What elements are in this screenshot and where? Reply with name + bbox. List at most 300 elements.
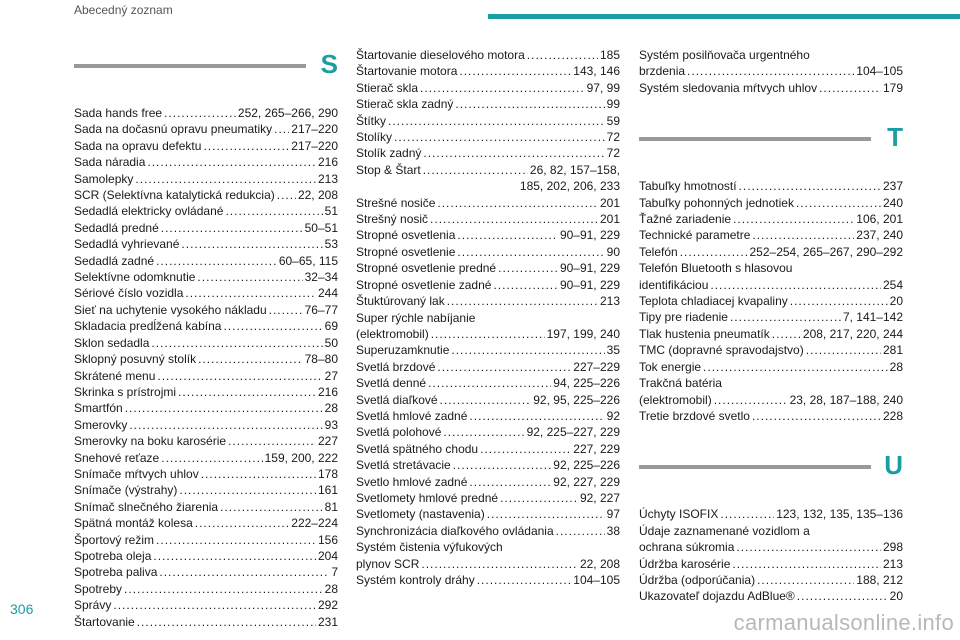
leader-dots — [498, 260, 558, 276]
entry-term: Stropné osvetlenie predné — [356, 261, 497, 276]
entry-term: Údržba karosérie — [639, 556, 731, 571]
entry-row — [74, 450, 338, 466]
entry-row — [74, 220, 338, 236]
entry-row — [356, 342, 620, 358]
leader-dots — [223, 318, 322, 334]
index-entry — [639, 523, 903, 556]
entry-row — [74, 597, 338, 613]
leader-dots — [453, 457, 552, 473]
index-entry — [74, 548, 338, 564]
index-entry — [356, 293, 620, 309]
index-entry — [356, 211, 620, 227]
entry-row — [74, 285, 338, 301]
entry-row — [356, 129, 620, 145]
index-entry — [356, 227, 620, 243]
index-entry — [74, 253, 338, 269]
entry-pages: 50–51 — [304, 220, 338, 235]
entry-pages: 281 — [882, 343, 903, 358]
entry-row — [74, 417, 338, 433]
leader-dots — [680, 244, 748, 260]
entry-pages: 53 — [324, 237, 338, 252]
index-entry — [74, 564, 338, 580]
entry-row — [356, 63, 620, 79]
entry-term: Skrinka s prístrojmi — [74, 384, 177, 399]
entry-pages: 92, 95, 225–226 — [533, 392, 620, 407]
entry-row — [74, 121, 338, 137]
entry-pages: 38 — [606, 523, 620, 538]
entry-pages: 185 — [599, 48, 620, 62]
header-accent-bar — [488, 14, 960, 19]
entry-term: SCR (Selektívna katalytická redukcia) — [74, 188, 275, 203]
entry-pages: 106, 201 — [856, 212, 903, 227]
leader-dots — [161, 450, 262, 466]
entry-row — [74, 515, 338, 531]
index-entry — [74, 515, 338, 531]
entry-row — [74, 548, 338, 564]
entry-row — [356, 375, 620, 391]
entry-term-line: Telefón Bluetooth s hlasovou — [639, 261, 793, 276]
leader-dots — [147, 154, 316, 170]
entry-term: Sada hands free — [74, 106, 163, 120]
entry-pages: 143, 146 — [573, 64, 620, 79]
entry-row — [356, 572, 620, 588]
index-entry — [74, 269, 338, 285]
leader-dots — [164, 105, 236, 121]
index-column-3 — [639, 47, 903, 605]
entry-pages: 231 — [317, 614, 338, 629]
leader-dots — [451, 342, 604, 358]
entry-row — [356, 457, 620, 473]
entry-term: Snehové reťaze — [74, 450, 160, 465]
leader-dots — [457, 244, 604, 260]
entry-row — [356, 113, 620, 129]
entry-term: Svetlá polohové — [356, 425, 442, 440]
leader-dots — [819, 80, 881, 96]
entry-term: Správy — [74, 598, 112, 613]
section-rule — [74, 64, 306, 68]
leader-dots — [269, 302, 303, 318]
index-entry — [356, 408, 620, 424]
entry-term: Stierač skla — [356, 80, 419, 95]
entry-pages: 20 — [889, 589, 903, 604]
entry-term: Štítky — [356, 113, 387, 128]
entry-pages: 90–91, 229 — [559, 261, 620, 276]
index-entry — [74, 171, 338, 187]
leader-dots — [527, 47, 598, 63]
entry-pages: 51 — [324, 204, 338, 219]
entry-pages: 26, 82, 157–158, — [529, 162, 620, 177]
entry-term: Tabuľky hmotností — [639, 179, 737, 194]
leader-dots — [423, 145, 604, 161]
index-entry — [356, 96, 620, 112]
entry-term: identifikáciou — [639, 277, 709, 292]
entry-pages: 59 — [606, 113, 620, 128]
leader-dots — [772, 326, 801, 342]
entry-pages: 28 — [889, 359, 903, 374]
entry-term: Sedadlá predné — [74, 220, 159, 235]
leader-dots — [431, 326, 545, 342]
entry-row — [74, 384, 338, 400]
entry-row — [74, 154, 338, 170]
entry-row — [356, 211, 620, 227]
index-column-1 — [74, 45, 338, 630]
index-entry — [356, 113, 620, 129]
leader-dots — [443, 424, 524, 440]
index-entry — [639, 342, 903, 358]
index-column-2 — [356, 47, 620, 588]
index-entry — [74, 187, 338, 203]
entry-row — [356, 162, 620, 178]
entry-term: Ťažné zariadenie — [639, 212, 732, 227]
index-entry — [74, 400, 338, 416]
entry-term-line: Super rýchle nabíjanie — [356, 310, 476, 325]
leader-dots — [156, 532, 316, 548]
entry-row — [74, 318, 338, 334]
entry-row — [639, 63, 903, 79]
leader-dots — [201, 466, 316, 482]
entry-pages: 227 — [317, 434, 338, 449]
index-entry — [74, 581, 338, 597]
entry-pages: 240 — [882, 195, 903, 210]
index-entry — [74, 154, 338, 170]
entry-row — [356, 227, 620, 243]
leader-dots — [733, 211, 854, 227]
index-entry — [639, 375, 903, 408]
index-entry — [74, 482, 338, 498]
index-entry — [639, 80, 903, 96]
entry-row — [74, 269, 338, 285]
entry-term: Svetlo hmlové zadné — [356, 474, 468, 489]
entry-term: Teplota chladiacej kvapaliny — [639, 294, 788, 309]
leader-dots — [703, 359, 888, 375]
entry-term: Štuktúrovaný lak — [356, 294, 445, 309]
leader-dots — [151, 335, 322, 351]
index-entry — [74, 285, 338, 301]
entry-row — [74, 532, 338, 548]
entry-pages: 92 — [606, 408, 620, 423]
entry-term: Sada náradia — [74, 155, 146, 170]
leader-dots — [113, 597, 316, 613]
index-entry — [74, 433, 338, 449]
index-entry — [639, 506, 903, 522]
entry-pages: 93 — [324, 417, 338, 432]
entry-row — [639, 244, 903, 260]
entry-term: Stropné osvetlenie — [356, 244, 456, 259]
entry-term: Úchyty ISOFIX — [639, 507, 719, 522]
entry-row — [639, 178, 903, 194]
entry-row — [639, 572, 903, 588]
leader-dots — [437, 359, 571, 375]
index-entry — [74, 302, 338, 318]
entry-term: Spotreba paliva — [74, 565, 158, 580]
leader-dots — [421, 556, 578, 572]
leader-dots — [556, 523, 605, 539]
entry-pages: 78–80 — [304, 352, 338, 367]
entry-pages-continued: 185, 202, 206, 233 — [519, 179, 620, 194]
index-entry — [639, 556, 903, 572]
leader-dots — [687, 63, 854, 79]
section-letter: U — [884, 450, 903, 481]
entry-term-line: Údaje zaznamenané vozidlom a — [639, 523, 810, 538]
entry-row — [356, 80, 620, 96]
entry-term: Superuzamknutie — [356, 343, 450, 358]
index-entry — [356, 490, 620, 506]
entry-term: Smerovky na boku karosérie — [74, 434, 227, 449]
entry-term-line: Systém čistenia výfukových — [356, 540, 503, 555]
entry-pages: 161 — [317, 483, 338, 498]
index-entry — [356, 392, 620, 408]
entry-pages: 94, 225–226 — [553, 376, 620, 391]
leader-dots — [710, 277, 881, 293]
entry-row — [356, 424, 620, 440]
entry-pages: 201 — [599, 212, 620, 227]
entry-term: Sedadlá vyhrievané — [74, 237, 180, 252]
leader-dots — [720, 506, 774, 522]
entry-pages: 7 — [331, 565, 338, 580]
leader-dots — [487, 506, 605, 522]
index-entry — [356, 424, 620, 440]
leader-dots — [124, 581, 323, 597]
index-section — [639, 446, 903, 604]
entry-pages: 237 — [882, 179, 903, 194]
entry-row — [356, 195, 620, 211]
leader-dots — [459, 63, 571, 79]
entry-term: Sedadlá zadné — [74, 253, 155, 268]
entry-term: Sieť na uchytenie vysokého nákladu — [74, 302, 267, 317]
entry-row — [356, 506, 620, 522]
leader-dots — [274, 121, 289, 137]
index-entry — [74, 335, 338, 351]
index-entry — [356, 129, 620, 145]
leader-dots — [732, 556, 881, 572]
entry-pages: 201 — [599, 195, 620, 210]
index-entry — [639, 195, 903, 211]
index-section — [639, 47, 903, 96]
entry-term: Svetlomety (nastavenia) — [356, 507, 485, 522]
entry-pages: 23, 28, 187–188, 240 — [789, 392, 903, 407]
entry-pages: 28 — [324, 401, 338, 416]
leader-dots — [161, 220, 303, 236]
index-entry — [356, 80, 620, 96]
entry-pages: 208, 217, 220, 244 — [802, 326, 903, 341]
entry-pages: 27 — [324, 368, 338, 383]
index-entry — [74, 203, 338, 219]
leader-dots — [752, 227, 854, 243]
entry-pages: 188, 212 — [856, 572, 903, 587]
entry-pages: 254 — [882, 277, 903, 292]
entry-pages: 123, 132, 135, 135–136 — [776, 507, 903, 522]
entry-term: Samolepky — [74, 171, 134, 186]
leader-dots — [153, 548, 316, 564]
index-entry — [356, 474, 620, 490]
index-entry — [356, 523, 620, 539]
entry-row — [356, 441, 620, 457]
entry-term-line: Systém posilňovača urgentného — [639, 48, 810, 62]
index-entry — [74, 417, 338, 433]
index-entry — [356, 572, 620, 588]
leader-dots — [277, 187, 296, 203]
entry-pages: 197, 199, 240 — [546, 326, 620, 341]
entry-pages: 28 — [324, 581, 338, 596]
entry-pages: 217–220 — [291, 122, 338, 137]
entry-term: Telefón — [639, 244, 678, 259]
entry-term: Stierač skla zadný — [356, 97, 454, 112]
leader-dots — [129, 417, 322, 433]
entry-term: ochrana súkromia — [639, 540, 735, 555]
index-entry — [74, 368, 338, 384]
leader-dots — [137, 614, 316, 630]
entry-pages: 76–77 — [304, 302, 338, 317]
index-entry — [639, 178, 903, 194]
entry-row — [74, 203, 338, 219]
entry-term: Svetlá stretávacie — [356, 458, 451, 473]
entry-term: Strešné nosiče — [356, 195, 436, 210]
entry-pages: 237, 240 — [856, 228, 903, 243]
entry-term: plynov SCR — [356, 556, 420, 571]
leader-dots — [181, 236, 322, 252]
entry-row — [356, 392, 620, 408]
section-letter: S — [320, 49, 338, 79]
entry-pages: 104–105 — [856, 64, 903, 79]
entry-row — [74, 335, 338, 351]
entry-term: Tabuľky pohonných jednotiek — [639, 195, 794, 210]
leader-dots — [736, 539, 881, 555]
section-rule — [639, 137, 871, 141]
entry-pages: 227, 229 — [573, 441, 620, 456]
entry-pages: 92, 225–227, 229 — [526, 425, 620, 440]
entry-pages: 60–65, 115 — [278, 253, 338, 268]
entry-term: Tok energie — [639, 359, 702, 374]
entry-term: Tretie brzdové svetlo — [639, 408, 750, 423]
index-entry — [74, 220, 338, 236]
entry-row — [74, 499, 338, 515]
index-section — [74, 45, 338, 630]
entry-term: Skladacia predĺžená kabína — [74, 319, 222, 334]
entry-row — [639, 293, 903, 309]
entry-term: Smerovky — [74, 417, 128, 432]
leader-dots — [179, 482, 316, 498]
leader-dots — [394, 129, 605, 145]
entry-pages: 92, 227 — [579, 490, 620, 505]
leader-dots — [469, 408, 604, 424]
entry-row — [356, 260, 620, 276]
index-entry — [356, 260, 620, 276]
leader-dots — [797, 588, 888, 604]
entry-row — [356, 244, 620, 260]
index-entry — [356, 375, 620, 391]
entry-pages: 292 — [317, 598, 338, 613]
index-entry — [356, 47, 620, 63]
entry-row — [639, 556, 903, 572]
leader-dots — [796, 195, 881, 211]
entry-pages: 104–105 — [573, 573, 620, 587]
entry-row — [639, 588, 903, 604]
entry-row — [74, 368, 338, 384]
entry-row — [356, 523, 620, 539]
section-header — [639, 446, 903, 506]
entry-pages: 244 — [317, 286, 338, 301]
entry-term: Svetlá brzdové — [356, 359, 436, 374]
entry-pages: 81 — [324, 499, 338, 514]
index-entry — [74, 532, 338, 548]
entry-row — [74, 253, 338, 269]
entry-term: (elektromobil) — [356, 326, 429, 341]
index-entry — [74, 450, 338, 466]
leader-dots — [430, 211, 598, 227]
entry-pages: 298 — [882, 540, 903, 555]
entry-row — [356, 474, 620, 490]
entry-term: Skrátené menu — [74, 368, 156, 383]
entry-row — [639, 277, 903, 293]
entry-row — [639, 80, 903, 96]
entry-term: Technické parametre — [639, 228, 751, 243]
entry-pages: 213 — [882, 556, 903, 571]
leader-dots — [185, 285, 316, 301]
entry-term: Sada na dočasnú opravu pneumatiky — [74, 122, 273, 137]
entry-row — [74, 351, 338, 367]
entry-pages: 90–91, 229 — [559, 228, 620, 243]
entry-pages: 252–254, 265–267, 290–292 — [749, 244, 903, 259]
index-entry — [639, 227, 903, 243]
entry-pages: 72 — [606, 130, 620, 145]
entry-term: Svetlá denné — [356, 376, 427, 391]
entry-row — [639, 227, 903, 243]
leader-dots — [500, 490, 578, 506]
entry-pages: 228 — [882, 408, 903, 423]
leader-dots — [469, 474, 551, 490]
entry-term: Svetlá hmlové zadné — [356, 408, 468, 423]
entry-term: Snímače (výstrahy) — [74, 483, 178, 498]
entry-row — [356, 408, 620, 424]
index-entry — [74, 318, 338, 334]
index-entry — [74, 236, 338, 252]
entry-term: Štartovanie dieselového motora — [356, 48, 525, 62]
entry-row — [356, 326, 620, 342]
entry-term: Štartovanie — [74, 614, 135, 629]
entry-pages: 32–34 — [304, 270, 338, 285]
entry-row — [639, 506, 903, 522]
entry-term: Sériové číslo vozidla — [74, 286, 184, 301]
entry-term: Tlak hustenia pneumatík — [639, 326, 770, 341]
entry-term: brzdenia — [639, 64, 686, 79]
index-entry — [74, 466, 338, 482]
leader-dots — [198, 351, 303, 367]
entry-pages: 222–224 — [291, 516, 338, 531]
entry-term: Sedadlá elektricky ovládané — [74, 204, 224, 219]
index-entry — [639, 359, 903, 375]
entry-pages: 156 — [317, 532, 338, 547]
entry-row — [356, 145, 620, 161]
index-entry — [356, 342, 620, 358]
entry-row — [356, 96, 620, 112]
entry-pages: 22, 208 — [297, 188, 338, 203]
index-entry — [356, 539, 620, 572]
entry-row — [356, 556, 620, 572]
leader-dots — [203, 138, 289, 154]
leader-dots — [156, 253, 277, 269]
entry-term: Stolíky — [356, 130, 393, 145]
leader-dots — [477, 572, 572, 588]
entry-term: Svetlá diaľkové — [356, 392, 438, 407]
index-entry — [356, 195, 620, 211]
entry-pages: 20 — [889, 294, 903, 309]
leader-dots — [455, 96, 604, 112]
entry-row — [74, 482, 338, 498]
leader-dots — [714, 392, 788, 408]
index-entry — [74, 499, 338, 515]
entry-row — [356, 47, 620, 63]
entry-term: Sklopný posuvný stolík — [74, 352, 197, 367]
